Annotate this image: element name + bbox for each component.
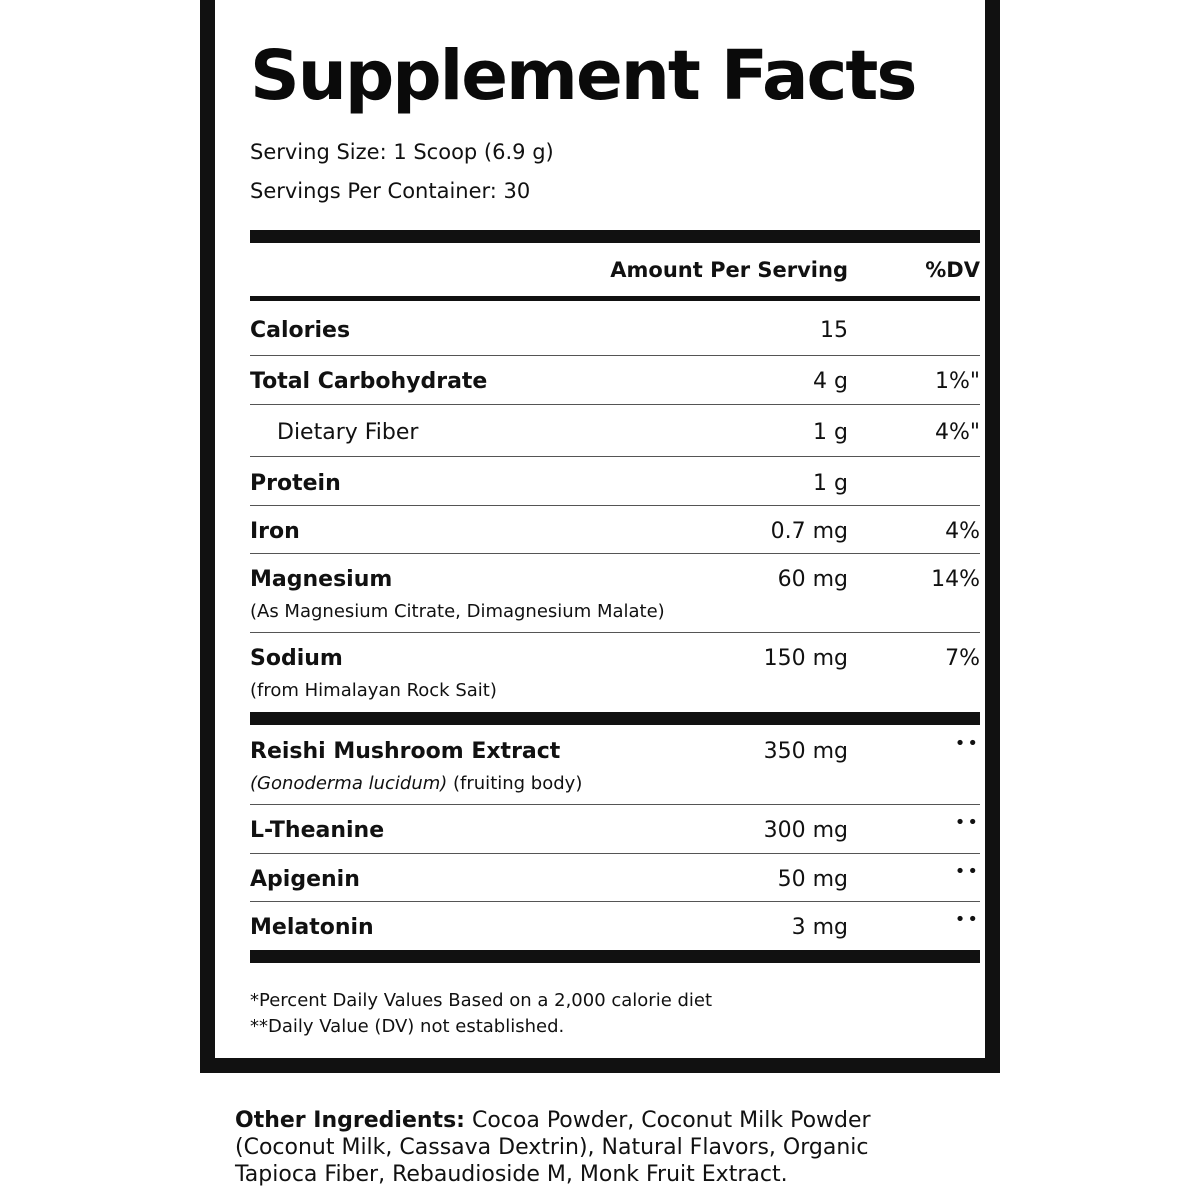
supplement-facts-panel [200,0,1000,1073]
row-divider [250,355,980,356]
nutrient-name: Total Carbohydrate [250,369,488,394]
nutrient-name: Iron [250,519,300,544]
nutrient-amount: 1 g [813,420,848,445]
nutrient-amount: 150 mg [763,646,848,671]
row-divider [250,456,980,457]
nutrient-amount: 4 g [813,369,848,394]
nutrient-name: Dietary Fiber [277,420,419,445]
ingredient-amount: 350 mg [763,739,848,764]
dv-not-established-mark: •• [954,861,980,882]
ingredient-amount: 50 mg [777,867,848,892]
thick-divider [250,712,980,725]
dv-header: %DV [925,258,980,282]
nutrient-dv: 14% [931,567,980,592]
other-ingredients-text: Cocoa Powder, Coconut Milk Powder (Coconut Milk, Cassava Dextrin), Natural Flavors, Organic Tapioca Fiber, Rebaudioside M, Monk Fruit Extract. [235,1108,871,1187]
nutrient-name: Protein [250,471,341,496]
row-divider [250,505,980,506]
nutrient-amount: 60 mg [777,567,848,592]
footnote-daily-values: *Percent Daily Values Based on a 2,000 calorie diet [250,990,713,1011]
nutrient-name: Sodium [250,646,343,671]
amount-per-serving-header: Amount Per Serving [610,258,848,282]
nutrient-amount: 0.7 mg [770,519,848,544]
ingredient-amount: 300 mg [763,818,848,843]
ingredient-source [250,773,582,794]
thick-divider [250,950,980,963]
nutrient-name: Calories [250,318,351,343]
ingredient-name: Melatonin [250,915,374,940]
nutrient-amount: 15 [820,318,848,343]
footnote-dv-not-established: **Daily Value (DV) not established. [250,1016,565,1037]
nutrient-dv: 4%" [934,420,980,445]
nutrient-source: (As Magnesium Citrate, Dimagnesium Malate) [250,601,665,622]
nutrient-dv: 4% [945,519,980,544]
row-divider [250,901,980,902]
latin-name: (Gonoderma lucidum) [250,773,448,794]
thick-divider [250,230,980,243]
nutrient-name: Magnesium [250,567,393,592]
ingredient-name: Apigenin [250,867,360,892]
ingredient-amount: 3 mg [791,915,848,940]
ingredient-name: L-Theanine [250,818,385,843]
other-ingredients-label: Other Ingredients: [235,1108,465,1133]
nutrient-amount: 1 g [813,471,848,496]
nutrient-dv: 1%" [934,369,980,394]
row-divider [250,804,980,805]
medium-divider [250,296,980,301]
ingredient-name: Reishi Mushroom Extract [250,739,561,764]
dv-not-established-mark: •• [954,812,980,833]
serving-size: Serving Size: 1 Scoop (6.9 g) [250,140,554,164]
row-divider [250,632,980,633]
panel-title: Supplement Facts [250,36,916,116]
row-divider [250,404,980,405]
other-ingredients [235,1107,955,1188]
servings-per-container: Servings Per Container: 30 [250,179,531,203]
dv-not-established-mark: •• [954,909,980,930]
row-divider [250,553,980,554]
nutrient-dv: 7% [945,646,980,671]
dv-not-established-mark: •• [954,733,980,754]
plant-part: (fruiting body) [447,773,583,794]
row-divider [250,853,980,854]
nutrient-source: (from Himalayan Rock Sait) [250,680,497,701]
